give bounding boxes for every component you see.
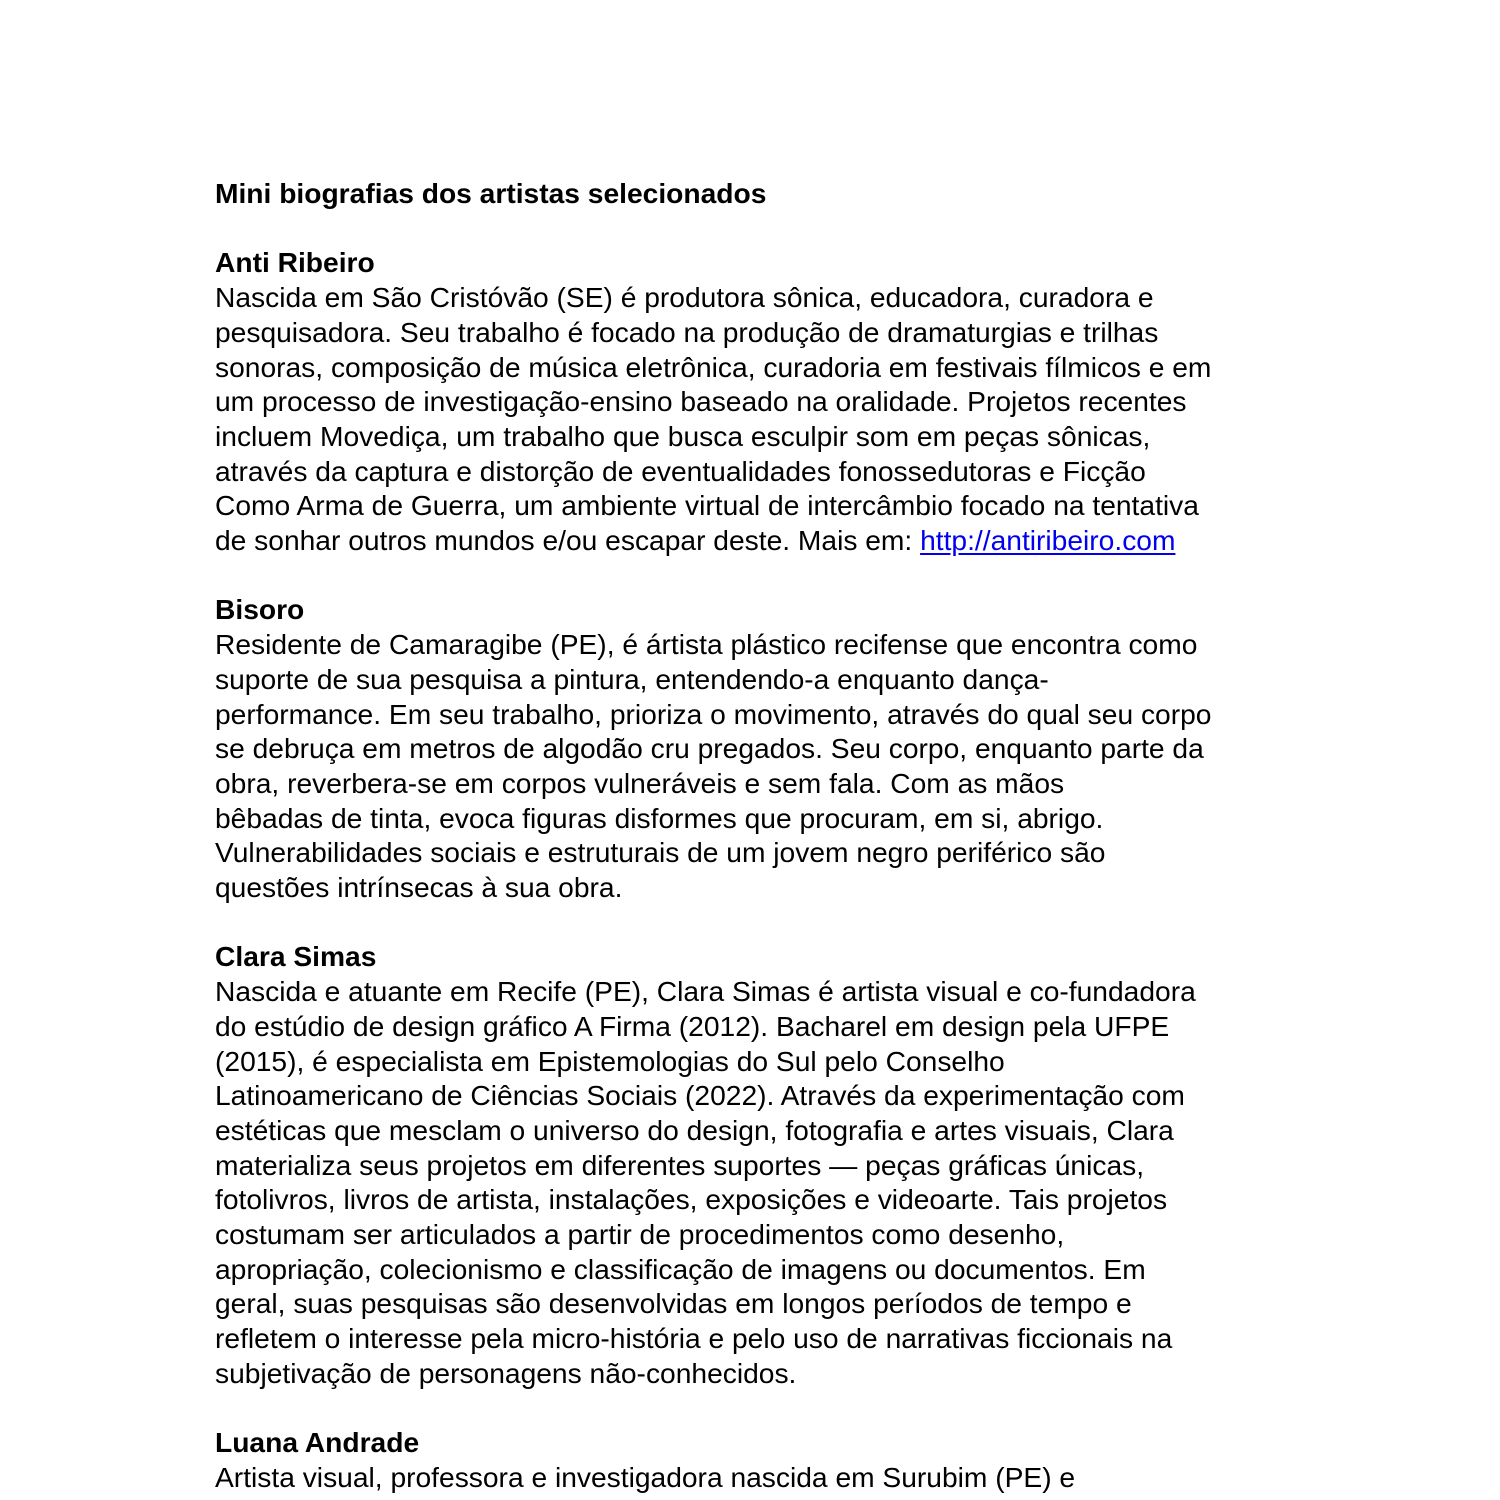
bio-line: um processo de investigação-ensino baseado na oralidade. Projetos recentes <box>215 385 1187 418</box>
spacer <box>215 211 1315 246</box>
bio-line: Artista visual, professora e investigadora nascida em Surubim (PE) e <box>215 1460 1076 1493</box>
bio-line: obra, reverbera-se em corpos vulneráveis e sem fala. Com as mãos <box>215 766 1065 799</box>
artist-name: Luana Andrade <box>215 1426 420 1459</box>
bio-line: (2015), é especialista em Epistemologias do Sul pelo Conselho <box>215 1044 1005 1077</box>
bio-line: Nascida em São Cristóvão (SE) é produtora sônica, educadora, curadora e <box>215 281 1154 314</box>
bio-line: performance. Em seu trabalho, prioriza o movimento, através do qual seu corpo <box>215 697 1212 730</box>
artist-name: Bisoro <box>215 593 305 626</box>
bio-line: refletem o interesse pela micro-história e pelo uso de narrativas ficcionais na <box>215 1322 1173 1355</box>
artist-name: Clara Simas <box>215 940 377 973</box>
bio-line: Como Arma de Guerra, um ambiente virtual de intercâmbio focado na tentativa <box>215 489 1199 522</box>
bio-line: Latinoamericano de Ciências Sociais (2022). Através da experimentação com <box>215 1079 1185 1112</box>
bio-line: se debruça em metros de algodão cru pregados. Seu corpo, enquanto parte da <box>215 732 1204 765</box>
bio-bisoro <box>215 592 1315 904</box>
bio-line: suporte de sua pesquisa a pintura, entendendo-a enquanto dança- <box>215 662 1049 695</box>
bio-line: bêbadas de tinta, evoca figuras disformes que procuram, em si, abrigo. <box>215 801 1104 834</box>
document-page <box>215 176 1315 1495</box>
website-link[interactable]: http://antiribeiro.com <box>920 524 1176 557</box>
bio-line: materializa seus projetos em diferentes suportes — peças gráficas únicas, <box>215 1148 1145 1181</box>
bio-line-with-link <box>215 523 1315 558</box>
bio-line: Nascida e atuante em Recife (PE), Clara Simas é artista visual e co-fundadora <box>215 975 1196 1008</box>
bio-line: estéticas que mesclam o universo do design, fotografia e artes visuais, Clara <box>215 1113 1174 1146</box>
document-title: Mini biografias dos artistas selecionados <box>215 177 767 209</box>
spacer <box>215 905 1315 940</box>
bio-line: fotolivros, livros de artista, instalações, exposições e videoarte. Tais projetos <box>215 1183 1168 1216</box>
bio-line: Residente de Camaragibe (PE), é ártista plástico recifense que encontra como <box>215 628 1198 661</box>
bio-line: costumam ser articulados a partir de procedimentos como desenho, <box>215 1218 1065 1251</box>
bio-line: sonoras, composição de música eletrônica, curadoria em festivais fílmicos e em <box>215 350 1212 383</box>
artist-name: Anti Ribeiro <box>215 246 375 279</box>
bio-line: questões intrínsecas à sua obra. <box>215 871 623 904</box>
bio-line: incluem Movediça, um trabalho que busca esculpir som em peças sônicas, <box>215 419 1151 452</box>
bio-line: do estúdio de design gráfico A Firma (2012). Bacharel em design pela UFPE <box>215 1009 1170 1042</box>
spacer <box>215 1391 1315 1426</box>
bio-line: Vulnerabilidades sociais e estruturais de um jovem negro periférico são <box>215 836 1106 869</box>
bio-line: geral, suas pesquisas são desenvolvidas em longos períodos de tempo e <box>215 1287 1132 1320</box>
bio-line: através da captura e distorção de eventualidades fonossedutoras e Ficção <box>215 454 1146 487</box>
bio-anti-ribeiro <box>215 245 1315 557</box>
spacer <box>215 558 1315 593</box>
bio-line: subjetivação de personagens não-conhecidos. <box>215 1356 797 1389</box>
bio-luana-andrade <box>215 1425 1315 1494</box>
bio-line: apropriação, colecionismo e classificação de imagens ou documentos. Em <box>215 1252 1146 1285</box>
bio-clara-simas <box>215 939 1315 1390</box>
bio-line-text: de sonhar outros mundos e/ou escapar deste. Mais em: <box>215 524 921 557</box>
bio-line: pesquisadora. Seu trabalho é focado na produção de dramaturgias e trilhas <box>215 315 1159 348</box>
